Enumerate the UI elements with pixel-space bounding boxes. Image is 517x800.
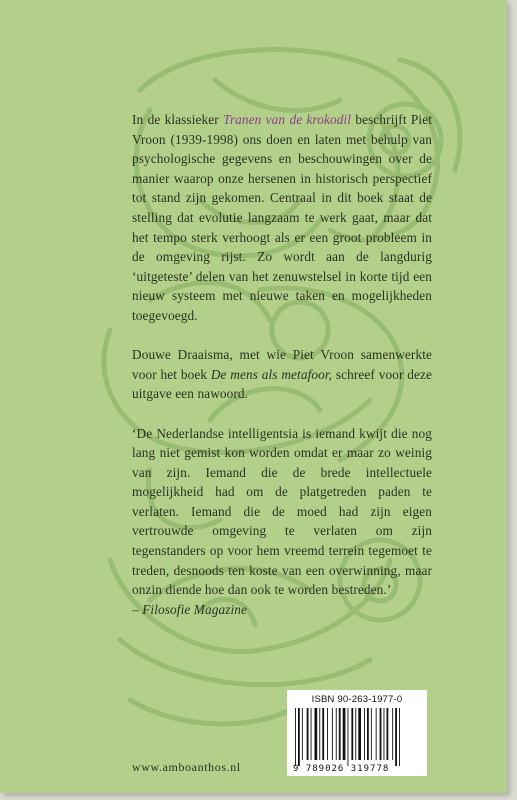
ean-digits: 9 789026 319778 bbox=[293, 764, 390, 774]
blurb-paragraph: In de klassieker Tranen van de krokodil beschrijft Piet Vroon (1939-1998) ons doen en laten met behulp van psychologische gegevens en beschouwingen over de manier waarop onze hersenen in historisch perspectief tot stand zijn gekomen. Centraal in dit boek staat de stelling dat evolutie langzaam te werk gaat, maar dat het tempo sterk verhoogt als er een groot probleem in de omgeving rijst. Zo wordt aan de langdurig ‘uitgeteste’ delen van het zenuwstelsel in korte tijd een nieuw systeem met nieuwe taken en mogelijkheden toegevoegd. bbox=[132, 112, 432, 323]
barcode-bar bbox=[358, 708, 361, 760]
barcode-bar bbox=[371, 708, 372, 760]
barcode-bar bbox=[387, 708, 389, 760]
isbn-barcode bbox=[287, 690, 427, 776]
barcode-bar bbox=[351, 708, 353, 760]
review-quote: ‘De Nederlandse intelligentsia is iemand kwijt die nog lang niet gemist kon worden omdat er maar zo weinig van zijn. Iemand die de brede intellectuele mogelijkheid had om de platgetreden paden te verlaten. Iemand die de moed had zijn eigen vertrouwde omgeving te verlaten om zijn tegenstanders op voor hem vreemd terrein tegemoet te treden, desnoods ten koste van een overwinning, maar onzin diende hoe dan ook te worden bestreden.’ bbox=[132, 425, 432, 598]
barcode-bar bbox=[336, 708, 337, 760]
barcode-bar bbox=[302, 708, 303, 760]
barcode-bar bbox=[392, 708, 393, 760]
barcode-bar bbox=[332, 708, 333, 760]
barcode-bar bbox=[399, 708, 400, 766]
barcode-bar bbox=[327, 708, 328, 760]
barcode-bar bbox=[395, 708, 397, 766]
afterword-paragraph: Douwe Draaisma, met wie Piet Vroon samenwerkte voor het boek De mens als metafoor, schreef voor deze uitgave een nawoord. bbox=[132, 347, 432, 402]
back-cover-text bbox=[132, 110, 432, 619]
isbn-label: ISBN 90-263-1977-0 bbox=[311, 694, 403, 705]
barcode-bar bbox=[311, 708, 312, 760]
book-title-mention: Tranen van de krokodil bbox=[223, 112, 352, 127]
barcode-bar bbox=[343, 708, 346, 760]
related-book-title: De mens als metafoor, bbox=[210, 366, 333, 382]
barcode-bar bbox=[339, 708, 341, 760]
quote-source: Filosofie Magazine bbox=[142, 601, 248, 617]
barcode-bar bbox=[376, 708, 377, 760]
barcode-bar bbox=[367, 708, 369, 760]
quote-attribution: – Filosofie Magazine bbox=[132, 601, 248, 617]
barcode-bar bbox=[384, 708, 385, 760]
barcode-bar bbox=[298, 708, 300, 766]
barcode-bars bbox=[293, 708, 421, 766]
barcode-bar bbox=[307, 708, 309, 760]
barcode-bar bbox=[380, 708, 382, 760]
barcode-bar bbox=[348, 708, 349, 766]
barcode-bar bbox=[295, 708, 296, 766]
barcode-bar bbox=[355, 708, 356, 760]
barcode-bar bbox=[364, 708, 365, 760]
barcode-bar bbox=[315, 708, 318, 760]
barcode-bar bbox=[322, 708, 324, 760]
barcode-bar bbox=[319, 708, 320, 760]
publisher-website: www.amboanthos.nl bbox=[132, 760, 241, 774]
